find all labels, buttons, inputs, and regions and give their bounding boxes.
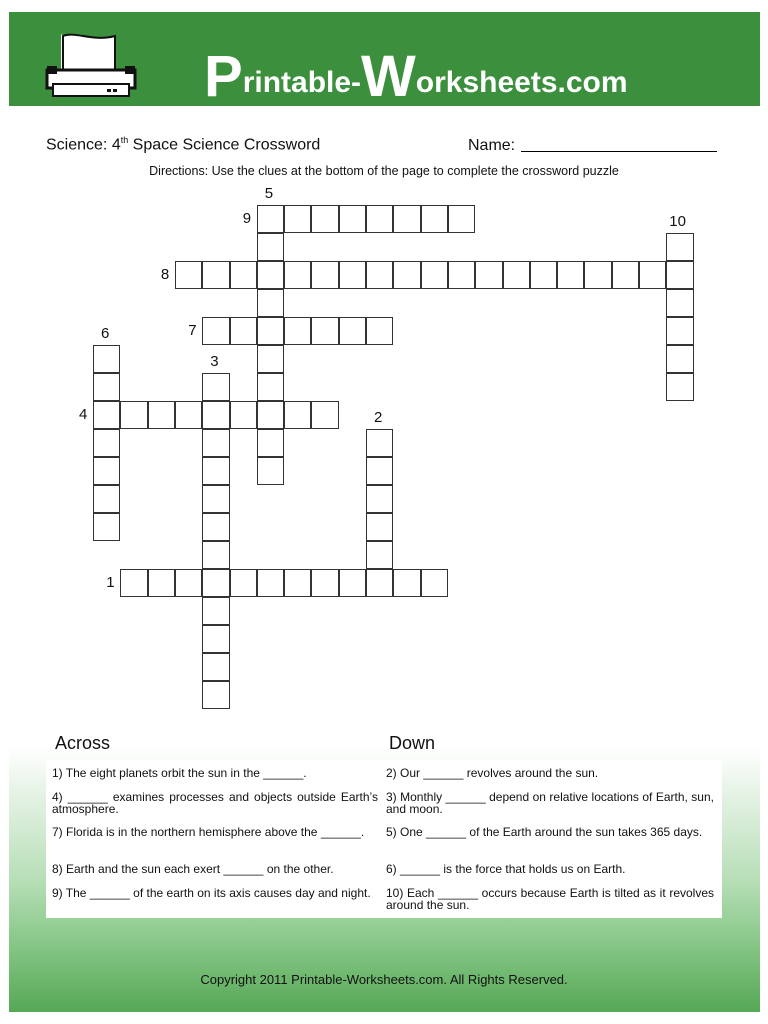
grid-cell[interactable] xyxy=(202,485,229,513)
grid-cell[interactable] xyxy=(393,569,420,597)
grid-cell[interactable] xyxy=(666,289,693,317)
directions-text: Directions: Use the clues at the bottom of the page to complete the crossword puzzle xyxy=(149,164,619,178)
grid-cell[interactable] xyxy=(202,317,229,345)
name-field: Name: xyxy=(468,135,717,155)
grid-cell[interactable] xyxy=(366,513,393,541)
grid-cell[interactable] xyxy=(366,541,393,569)
grid-cell[interactable] xyxy=(257,401,284,429)
grid-cell[interactable] xyxy=(202,513,229,541)
name-line xyxy=(521,135,717,152)
grid-cell[interactable] xyxy=(639,261,666,289)
grid-cell[interactable] xyxy=(366,317,393,345)
grid-cell[interactable] xyxy=(284,401,311,429)
grid-cell[interactable] xyxy=(257,289,284,317)
site-header xyxy=(9,12,760,109)
grid-cell[interactable] xyxy=(421,261,448,289)
grid-cell[interactable] xyxy=(448,261,475,289)
grid-cell[interactable] xyxy=(284,205,311,233)
clue-number-1: 1 xyxy=(106,574,115,591)
grid-cell[interactable] xyxy=(93,485,120,513)
grid-cell[interactable] xyxy=(421,205,448,233)
grid-cell[interactable] xyxy=(339,261,366,289)
grid-cell[interactable] xyxy=(202,373,229,401)
down-clue-6: 6) ______ is the force that holds us on Earth. xyxy=(386,862,626,876)
grid-cell[interactable] xyxy=(666,233,693,261)
grid-cell[interactable] xyxy=(366,569,393,597)
grid-cell[interactable] xyxy=(257,233,284,261)
grid-cell[interactable] xyxy=(366,457,393,485)
clue-number-9: 9 xyxy=(242,210,252,227)
grid-cell[interactable] xyxy=(366,261,393,289)
grid-cell[interactable] xyxy=(202,653,229,681)
across-clue-4: 4) ______ examines processes and objects outside Earth’s atmosphere. xyxy=(52,790,378,816)
grid-cell[interactable] xyxy=(257,429,284,457)
grid-cell[interactable] xyxy=(257,317,284,345)
grid-cell[interactable] xyxy=(175,261,202,289)
grid-cell[interactable] xyxy=(202,569,229,597)
grid-cell[interactable] xyxy=(202,401,229,429)
grid-cell[interactable] xyxy=(93,401,120,429)
clue-number-7: 7 xyxy=(188,322,197,339)
grid-cell[interactable] xyxy=(311,205,338,233)
grid-cell[interactable] xyxy=(257,345,284,373)
grid-cell[interactable] xyxy=(284,261,311,289)
grid-cell[interactable] xyxy=(666,345,693,373)
grid-cell[interactable] xyxy=(148,401,175,429)
grid-cell[interactable] xyxy=(284,569,311,597)
grid-cell[interactable] xyxy=(284,317,311,345)
grid-cell[interactable] xyxy=(393,205,420,233)
grid-cell[interactable] xyxy=(93,429,120,457)
grid-cell[interactable] xyxy=(202,597,229,625)
grid-cell[interactable] xyxy=(93,513,120,541)
grid-cell[interactable] xyxy=(311,261,338,289)
grid-cell[interactable] xyxy=(257,205,284,233)
across-clue-8: 8) Earth and the sun each exert ______ on the other. xyxy=(52,862,334,876)
grid-cell[interactable] xyxy=(93,373,120,401)
grid-cell[interactable] xyxy=(311,569,338,597)
clue-number-10: 10 xyxy=(669,213,686,230)
printer-icon xyxy=(45,32,141,98)
grid-cell[interactable] xyxy=(202,541,229,569)
down-heading: Down xyxy=(389,733,436,753)
grid-cell[interactable] xyxy=(475,261,502,289)
grid-cell[interactable] xyxy=(202,681,229,709)
grid-cell[interactable] xyxy=(339,205,366,233)
down-clue-10: 10) Each ______ occurs because Earth is tilted as it revolves around the sun. xyxy=(386,886,714,912)
grid-cell[interactable] xyxy=(202,625,229,653)
grid-cell[interactable] xyxy=(530,261,557,289)
grid-cell[interactable] xyxy=(666,261,693,289)
grid-cell[interactable] xyxy=(202,457,229,485)
grid-cell[interactable] xyxy=(612,261,639,289)
clue-number-4: 4 xyxy=(79,406,88,423)
clue-number-8: 8 xyxy=(160,266,170,283)
grid-cell[interactable] xyxy=(339,317,366,345)
clue-number-6: 6 xyxy=(101,325,110,342)
grid-cell[interactable] xyxy=(421,569,448,597)
grid-cell[interactable] xyxy=(448,205,475,233)
grid-cell[interactable] xyxy=(120,569,147,597)
grid-cell[interactable] xyxy=(93,457,120,485)
across-clue-7: 7) Florida is in the northern hemisphere above the ______. xyxy=(52,825,365,839)
grid-cell[interactable] xyxy=(202,261,229,289)
grid-cell[interactable] xyxy=(175,401,202,429)
clue-number-2: 2 xyxy=(374,409,383,426)
grid-cell[interactable] xyxy=(339,569,366,597)
grid-cell[interactable] xyxy=(257,261,284,289)
grid-cell[interactable] xyxy=(93,345,120,373)
grid-cell[interactable] xyxy=(202,429,229,457)
grid-cell[interactable] xyxy=(230,401,257,429)
grid-cell[interactable] xyxy=(175,569,202,597)
across-heading: Across xyxy=(55,733,111,753)
grid-cell[interactable] xyxy=(230,317,257,345)
grid-cell[interactable] xyxy=(257,457,284,485)
grid-cell[interactable] xyxy=(311,401,338,429)
grid-cell[interactable] xyxy=(666,373,693,401)
clue-number-5: 5 xyxy=(264,185,274,202)
grid-cell[interactable] xyxy=(557,261,584,289)
grid-cell[interactable] xyxy=(120,401,147,429)
down-clue-2: 2) Our ______ revolves around the sun. xyxy=(386,766,599,780)
grid-cell[interactable] xyxy=(311,317,338,345)
clue-number-3: 3 xyxy=(210,353,219,370)
site-brand: Printable-Worksheets.com xyxy=(204,44,628,109)
copyright-text: Copyright 2011 Printable-Worksheets.com. All Rights Reserved. xyxy=(200,972,568,987)
grid-cell[interactable] xyxy=(366,205,393,233)
worksheet-title: Science: 4th Space Science Crossword xyxy=(46,135,321,154)
grid-cell[interactable] xyxy=(230,569,257,597)
grid-cell[interactable] xyxy=(230,261,257,289)
across-clue-9: 9) The ______ of the earth on its axis causes day and night. xyxy=(52,886,371,900)
grid-cell[interactable] xyxy=(584,261,611,289)
grid-cell[interactable] xyxy=(257,569,284,597)
grid-cell[interactable] xyxy=(666,317,693,345)
grid-cell[interactable] xyxy=(393,261,420,289)
grid-cell[interactable] xyxy=(503,261,530,289)
grid-cell[interactable] xyxy=(366,429,393,457)
across-clue-1: 1) The eight planets orbit the sun in the ______. xyxy=(52,766,307,780)
grid-cell[interactable] xyxy=(366,485,393,513)
grid-cell[interactable] xyxy=(257,373,284,401)
down-clue-5: 5) One ______ of the Earth around the sun takes 365 days. xyxy=(386,825,703,839)
grid-cell[interactable] xyxy=(148,569,175,597)
down-clue-3: 3) Monthly ______ depend on relative locations of Earth, sun, and moon. xyxy=(386,790,714,816)
